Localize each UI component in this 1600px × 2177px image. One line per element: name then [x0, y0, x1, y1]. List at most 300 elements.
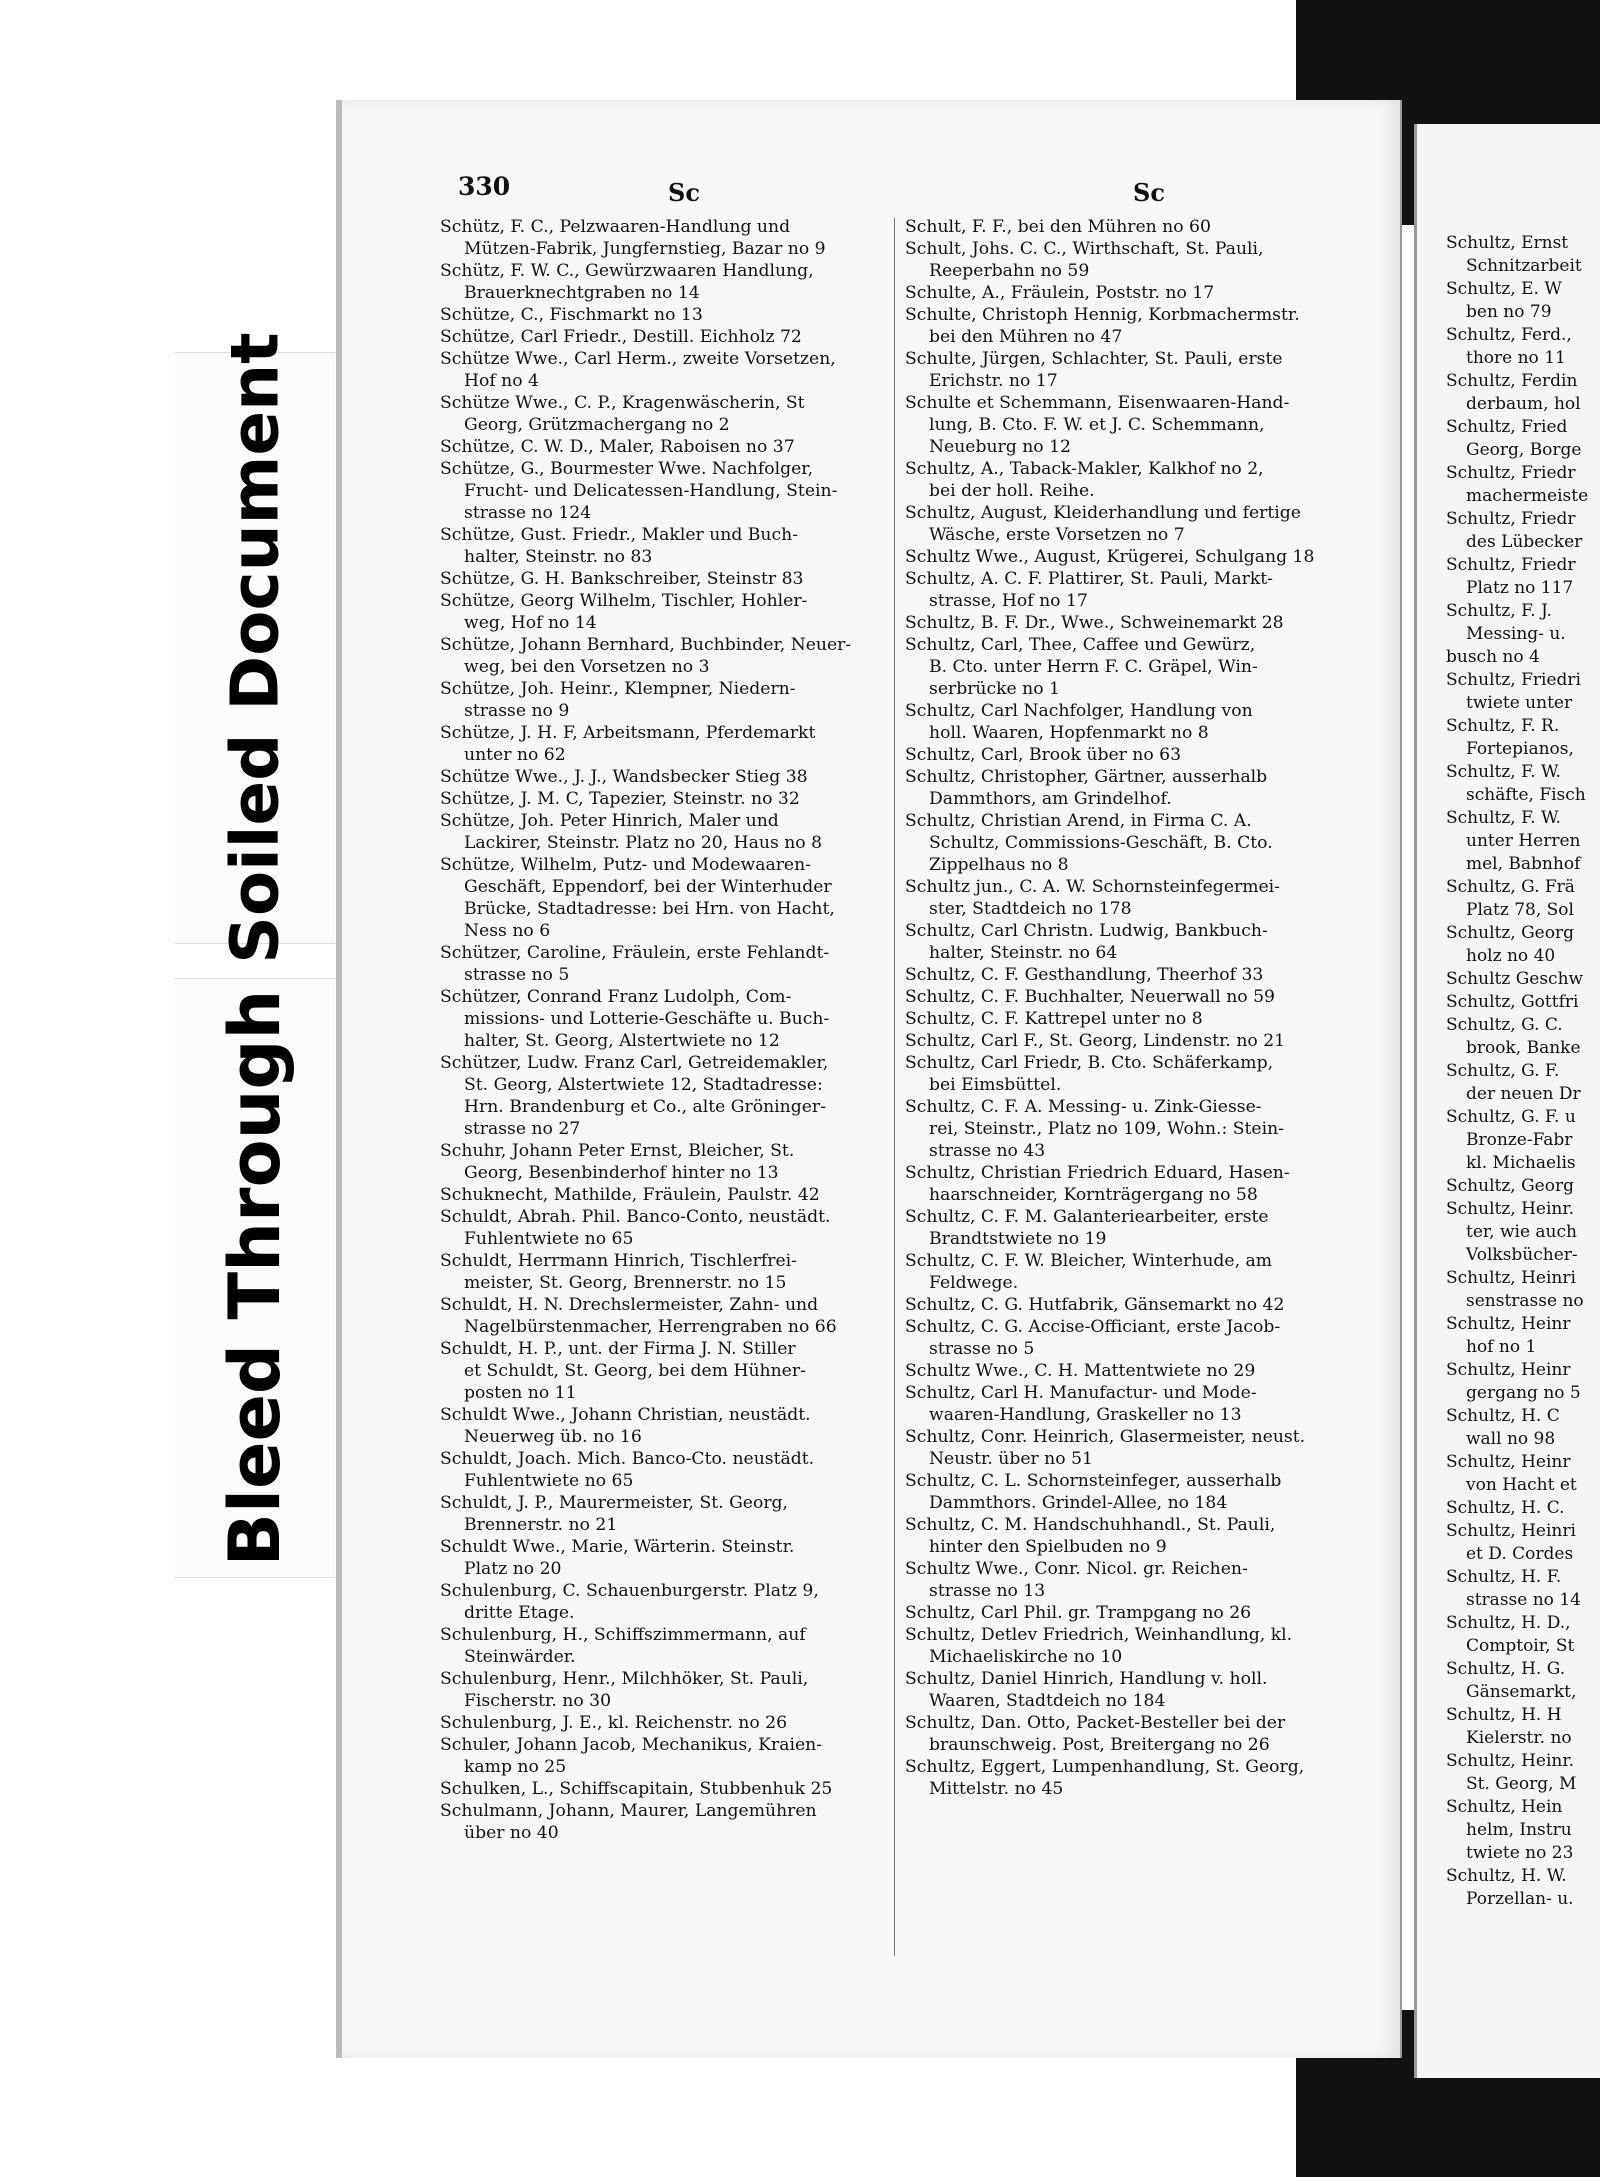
directory-entry [440, 1800, 908, 1844]
entry-continuation-line: Volksbücher- [1466, 1245, 1578, 1265]
directory-entry [905, 1030, 1369, 1052]
entry-continuation-line: rei, Steinstr., Platz no 109, Wohn.: Stein- [929, 1119, 1284, 1139]
directory-entry [1446, 669, 1600, 715]
directory-entry [440, 348, 908, 392]
entry-continuation-line: Neustr. über no 51 [929, 1449, 1093, 1469]
entry-continuation-line: Fuhlentwiete no 65 [464, 1471, 634, 1491]
running-head-left: Sc [668, 178, 700, 207]
entry-name-line: Schütze Wwe., C. P., Kragenwäscherin, St [440, 393, 805, 413]
directory-entry [440, 1448, 908, 1492]
directory-entry [440, 524, 908, 568]
entry-name-line: Schuldt, Abrah. Phil. Banco-Conto, neustädt. [440, 1207, 831, 1227]
entry-continuation-line: Ness no 6 [464, 921, 551, 941]
entry-name-line: Schultz, Georg [1446, 1176, 1574, 1196]
entry-name-line: Schultz, C. F. Gesthandlung, Theerhof 33 [905, 965, 1264, 985]
entry-name-line: Schulte, A., Fräulein, Poststr. no 17 [905, 283, 1215, 303]
directory-entry [905, 964, 1369, 986]
entry-name-line: Schütze, Georg Wilhelm, Tischler, Hohler- [440, 591, 808, 611]
entry-continuation-line: Fischerstr. no 30 [464, 1691, 612, 1711]
entry-name-line: Schultz, Heinr [1446, 1314, 1571, 1334]
entry-name-line: Schultz, H. F. [1446, 1567, 1562, 1587]
entry-name-line: Schultz, Carl F., St. Georg, Lindenstr. no 21 [905, 1031, 1286, 1051]
entry-name-line: Schulenburg, J. E., kl. Reichenstr. no 26 [440, 1713, 788, 1733]
entry-continuation-line: dritte Etage. [464, 1603, 575, 1623]
directory-entry [1446, 1520, 1600, 1566]
directory-entry [905, 568, 1369, 612]
entry-continuation-line: Zippelhaus no 8 [929, 855, 1069, 875]
directory-entry [1446, 922, 1600, 968]
entry-continuation-line: twiete no 23 [1466, 1843, 1574, 1863]
entry-continuation-line: Waaren, Stadtdeich no 184 [929, 1691, 1166, 1711]
entry-name-line: Schultz, Heinr. [1446, 1199, 1575, 1219]
directory-entry [905, 986, 1369, 1008]
entry-continuation-line: ster, Stadtdeich no 178 [929, 899, 1132, 919]
soiled-document-tab [175, 332, 335, 964]
entry-continuation-line: strasse no 13 [929, 1581, 1046, 1601]
directory-entry [440, 436, 908, 458]
entry-continuation-line: ter, wie auch [1466, 1222, 1577, 1242]
entry-continuation-line: Kielerstr. no [1466, 1728, 1572, 1748]
entry-name-line: Schützer, Caroline, Fräulein, erste Fehlandt- [440, 943, 830, 963]
entry-continuation-line: Schnitzarbeit [1466, 256, 1582, 276]
directory-entry [440, 1536, 908, 1580]
directory-entry [905, 546, 1369, 568]
entry-name-line: Schultz, C. F. Kattrepel unter no 8 [905, 1009, 1203, 1029]
directory-entry [440, 1404, 908, 1448]
entry-name-line: Schulte et Schemmann, Eisenwaaren-Hand- [905, 393, 1290, 413]
entry-continuation-line: Steinwärder. [464, 1647, 576, 1667]
directory-entry [440, 634, 908, 678]
entry-continuation-line: unter Herren [1466, 831, 1581, 851]
directory-column-1 [440, 216, 908, 1844]
directory-entry [440, 810, 908, 854]
entry-continuation-line: Brauerknechtgraben no 14 [464, 283, 700, 303]
entry-name-line: Schult, F. F., bei den Mühren no 60 [905, 217, 1211, 237]
entry-continuation-line: Erichstr. no 17 [929, 371, 1058, 391]
entry-continuation-line: bei der holl. Reihe. [929, 481, 1095, 501]
directory-entry [905, 216, 1369, 238]
entry-continuation-line: strasse no 5 [929, 1339, 1035, 1359]
entry-continuation-line: mel, Babnhof [1466, 854, 1581, 874]
entry-name-line: Schultz, Heinr [1446, 1360, 1571, 1380]
directory-entry [1446, 1566, 1600, 1612]
entry-name-line: Schultz, Carl Friedr, B. Cto. Schäferkamp, [905, 1053, 1274, 1073]
entry-name-line: Schultz, Carl Nachfolger, Handlung von [905, 701, 1253, 721]
entry-name-line: Schütze, Joh. Heinr., Klempner, Niedern- [440, 679, 796, 699]
entry-continuation-line: strasse no 14 [1466, 1590, 1581, 1610]
directory-entry [905, 348, 1369, 392]
soiled-document-label: Soiled Document [216, 332, 294, 964]
directory-entry [440, 590, 908, 634]
directory-entry [905, 1052, 1369, 1096]
entry-name-line: Schütze, C. W. D., Maler, Raboisen no 37 [440, 437, 795, 457]
directory-entry [1446, 1313, 1600, 1359]
bleed-through-tab [175, 978, 335, 1578]
directory-entry [440, 1580, 908, 1624]
directory-entry [905, 1360, 1369, 1382]
entry-continuation-line: Hrn. Brandenburg et Co., alte Gröninger- [464, 1097, 826, 1117]
page-number: 330 [458, 172, 511, 201]
entry-name-line: Schultz, Dan. Otto, Packet-Besteller bei der [905, 1713, 1286, 1733]
entry-name-line: Schuknecht, Mathilde, Fräulein, Paulstr. 42 [440, 1185, 820, 1205]
entry-name-line: Schultz, B. F. Dr., Wwe., Schweinemarkt 28 [905, 613, 1284, 633]
directory-entry [440, 986, 908, 1052]
directory-entry [905, 1624, 1369, 1668]
entry-name-line: Schultz, Friedr [1446, 555, 1576, 575]
directory-entry [905, 876, 1369, 920]
entry-continuation-line: strasse no 124 [464, 503, 592, 523]
entry-name-line: Schultz, Georg [1446, 923, 1574, 943]
directory-entry [905, 238, 1369, 282]
entry-continuation-line: Lackirer, Steinstr. Platz no 20, Haus no 8 [464, 833, 823, 853]
entry-name-line: Schultz, C. F. W. Bleicher, Winterhude, am [905, 1251, 1273, 1271]
entry-name-line: Schütze, G. H. Bankschreiber, Steinstr 83 [440, 569, 804, 589]
entry-name-line: Schultz, Carl, Thee, Caffee und Gewürz, [905, 635, 1256, 655]
entry-name-line: Schult, Johs. C. C., Wirthschaft, St. Pauli, [905, 239, 1264, 259]
entry-continuation-line: B. Cto. unter Herrn F. C. Gräpel, Win- [929, 657, 1258, 677]
entry-continuation-line: Comptoir, St [1466, 1636, 1575, 1656]
entry-name-line: Schultz, F. W. [1446, 762, 1561, 782]
directory-entry [1446, 1060, 1600, 1106]
directory-entry [1446, 278, 1600, 324]
directory-entry [905, 1382, 1369, 1426]
entry-name-line: Schultz, C. F. A. Messing- u. Zink-Giesse- [905, 1097, 1262, 1117]
entry-continuation-line: brook, Banke [1466, 1038, 1581, 1058]
entry-name-line: Schultz, Carl Phil. gr. Trampgang no 26 [905, 1603, 1252, 1623]
entry-continuation-line: Gänsemarkt, [1466, 1682, 1577, 1702]
entry-name-line: Schultz Wwe., C. H. Mattentwiete no 29 [905, 1361, 1256, 1381]
entry-name-line: Schultz, C. F. Buchhalter, Neuerwall no 59 [905, 987, 1275, 1007]
directory-entry [1446, 1704, 1600, 1750]
directory-entry [1446, 416, 1600, 462]
directory-entry [1446, 876, 1600, 922]
entry-continuation-line: Neueburg no 12 [929, 437, 1071, 457]
entry-name-line: Schultz, Conr. Heinrich, Glasermeister, neust. [905, 1427, 1306, 1447]
entry-name-line: Schulmann, Johann, Maurer, Langemühren [440, 1801, 817, 1821]
entry-continuation-line: Schultz, Commissions-Geschäft, B. Cto. [929, 833, 1273, 853]
entry-name-line: Schultz, Christian Arend, in Firma C. A. [905, 811, 1252, 831]
directory-entry [905, 612, 1369, 634]
directory-entry [1446, 1796, 1600, 1865]
entry-name-line: Schultz, A., Taback-Makler, Kalkhof no 2, [905, 459, 1264, 479]
entry-continuation-line: weg, bei den Vorsetzen no 3 [464, 657, 710, 677]
directory-entry [440, 1140, 908, 1184]
directory-entry [905, 1668, 1369, 1712]
entry-name-line: Schuldt, Herrmann Hinrich, Tischlerfrei- [440, 1251, 797, 1271]
directory-entry [905, 1712, 1369, 1756]
entry-name-line: Schultz, Hein [1446, 1797, 1563, 1817]
entry-name-line: Schultz, H. G. [1446, 1659, 1566, 1679]
directory-entry [1446, 324, 1600, 370]
entry-continuation-line: Fortepianos, [1466, 739, 1574, 759]
directory-entry [905, 1008, 1369, 1030]
directory-entry [1446, 1359, 1600, 1405]
directory-entry [905, 304, 1369, 348]
entry-continuation-line: Brandtstwiete no 19 [929, 1229, 1107, 1249]
entry-continuation-line: gergang no 5 [1466, 1383, 1581, 1403]
entry-continuation-line: Fuhlentwiete no 65 [464, 1229, 634, 1249]
entry-name-line: Schultz, Friedri [1446, 670, 1581, 690]
entry-name-line: Schultz, Carl H. Manufactur- und Mode- [905, 1383, 1257, 1403]
directory-entry [440, 1338, 908, 1404]
directory-entry [1446, 1865, 1600, 1911]
entry-continuation-line: Georg, Borge [1466, 440, 1582, 460]
entry-name-line: Schultz, G. F. [1446, 1061, 1560, 1081]
entry-name-line: Schultz, G. F. u [1446, 1107, 1576, 1127]
entry-name-line: Schulenburg, Henr., Milchhöker, St. Pauli, [440, 1669, 809, 1689]
directory-entry [440, 458, 908, 524]
entry-continuation-line: Georg, Besenbinderhof hinter no 13 [464, 1163, 779, 1183]
entry-continuation-line: Feldwege. [929, 1273, 1019, 1293]
entry-name-line: Schultz, H. C [1446, 1406, 1560, 1426]
entry-name-line: Schultz, Fried [1446, 417, 1568, 437]
entry-continuation-line: strasse no 43 [929, 1141, 1046, 1161]
directory-entry [440, 1712, 908, 1734]
directory-entry [440, 1734, 908, 1778]
entry-name-line: Schultz, H. C. [1446, 1498, 1565, 1518]
entry-continuation-line: der neuen Dr [1466, 1084, 1581, 1104]
entry-name-line: Schütze, Joh. Peter Hinrich, Maler und [440, 811, 779, 831]
entry-continuation-line: Brücke, Stadtadresse: bei Hrn. von Hacht, [464, 899, 835, 919]
directory-entry [440, 854, 908, 942]
entry-continuation-line: lung, B. Cto. F. W. et J. C. Schemmann, [929, 415, 1265, 435]
entry-name-line: Schultz jun., C. A. W. Schornsteinfegermei- [905, 877, 1280, 897]
entry-continuation-line: Nagelbürstenmacher, Herrengraben no 66 [464, 1317, 837, 1337]
entry-name-line: Schütze, C., Fischmarkt no 13 [440, 305, 703, 325]
entry-name-line: Schultz, H. D., [1446, 1613, 1571, 1633]
entry-continuation-line: über no 40 [464, 1823, 559, 1843]
bleed-through-label: Bleed Through [214, 989, 296, 1567]
directory-entry [1446, 462, 1600, 508]
entry-continuation-line: Hof no 4 [464, 371, 539, 391]
directory-entry [905, 700, 1369, 744]
entry-continuation-line: Neuerweg üb. no 16 [464, 1427, 642, 1447]
entry-name-line: Schütze, Carl Friedr., Destill. Eichholz 72 [440, 327, 802, 347]
entry-name-line: Schuldt, H. P., unt. der Firma J. N. Stiller [440, 1339, 796, 1359]
entry-name-line: Schultz, C. M. Handschuhhandl., St. Pauli, [905, 1515, 1276, 1535]
entry-name-line: Schulken, L., Schiffscapitain, Stubbenhuk 25 [440, 1779, 833, 1799]
directory-entry [905, 810, 1369, 876]
directory-entry [905, 1096, 1369, 1162]
directory-entry [440, 326, 908, 348]
entry-name-line: Schultz, August, Kleiderhandlung und fertige [905, 503, 1301, 523]
directory-entry [905, 1470, 1369, 1514]
entry-continuation-line: Wäsche, erste Vorsetzen no 7 [929, 525, 1185, 545]
directory-entry [440, 1294, 908, 1338]
directory-entry [440, 722, 908, 766]
column-divider [894, 218, 895, 1956]
directory-entry [440, 1184, 908, 1206]
entry-name-line: Schuldt Wwe., Marie, Wärterin. Steinstr. [440, 1537, 795, 1557]
directory-column-3 [1446, 232, 1600, 1911]
directory-entry [905, 502, 1369, 546]
entry-name-line: Schultz, G. Frä [1446, 877, 1575, 897]
directory-entry [1446, 807, 1600, 876]
directory-entry [1446, 1451, 1600, 1497]
directory-entry [440, 216, 908, 260]
entry-continuation-line: Mützen-Fabrik, Jungfernstieg, Bazar no 9 [464, 239, 826, 259]
entry-continuation-line: wall no 98 [1466, 1429, 1556, 1449]
directory-entry [1446, 1175, 1600, 1198]
directory-entry [1446, 991, 1600, 1014]
entry-name-line: Schütze, Wilhelm, Putz- und Modewaaren- [440, 855, 811, 875]
entry-continuation-line: helm, Instru [1466, 1820, 1572, 1840]
entry-continuation-line: Messing- u. [1466, 624, 1566, 644]
directory-entry [905, 1162, 1369, 1206]
entry-continuation-line: et D. Cordes [1466, 1544, 1574, 1564]
entry-continuation-line: serbrücke no 1 [929, 679, 1060, 699]
entry-continuation-line: des Lübecker [1466, 532, 1583, 552]
entry-name-line: Schultz, Carl, Brook über no 63 [905, 745, 1182, 765]
entry-name-line: Schultz, Heinri [1446, 1268, 1576, 1288]
directory-entry [905, 1250, 1369, 1294]
entry-name-line: Schultz, E. W [1446, 279, 1562, 299]
directory-entry [905, 1558, 1369, 1602]
entry-continuation-line: strasse no 27 [464, 1119, 581, 1139]
entry-name-line: Schütz, F. C., Pelzwaaren-Handlung und [440, 217, 791, 237]
directory-entry [440, 1206, 908, 1250]
entry-name-line: Schultz, C. F. M. Galanteriearbeiter, erste [905, 1207, 1269, 1227]
entry-continuation-line: derbaum, hol [1466, 394, 1581, 414]
directory-entry [1446, 1267, 1600, 1313]
directory-entry [440, 1250, 908, 1294]
entry-name-line: Schultz Wwe., August, Krügerei, Schulgang 18 [905, 547, 1315, 567]
directory-entry [905, 282, 1369, 304]
entry-name-line: Schultz, Friedr [1446, 463, 1576, 483]
entry-name-line: Schultz, Daniel Hinrich, Handlung v. holl. [905, 1669, 1268, 1689]
directory-entry [905, 634, 1369, 700]
entry-continuation-line: et Schuldt, St. Georg, bei dem Hühner- [464, 1361, 806, 1381]
entry-name-line: Schultz, Carl Christn. Ludwig, Bankbuch- [905, 921, 1268, 941]
entry-name-line: Schultz, F. J. [1446, 601, 1552, 621]
directory-entry [905, 458, 1369, 502]
entry-continuation-line: Georg, Grützmachergang no 2 [464, 415, 730, 435]
entry-continuation-line: Platz 78, Sol [1466, 900, 1574, 920]
entry-continuation-line: Dammthors. Grindel-Allee, no 184 [929, 1493, 1228, 1513]
directory-entry [1446, 600, 1600, 646]
directory-entry [440, 304, 908, 326]
directory-entry [1446, 232, 1600, 278]
directory-entry [1446, 1106, 1600, 1175]
directory-entry [905, 1316, 1369, 1360]
entry-name-line: Schütze, J. H. F, Arbeitsmann, Pferdemarkt [440, 723, 816, 743]
entry-continuation-line: halter, St. Georg, Alstertwiete no 12 [464, 1031, 780, 1051]
entry-name-line: Schultz, Detlev Friedrich, Weinhandlung, kl. [905, 1625, 1293, 1645]
entry-name-line: Schultz, Heinr [1446, 1452, 1571, 1472]
entry-name-line: Schütze, Gust. Friedr., Makler und Buch- [440, 525, 798, 545]
directory-entry [1446, 761, 1600, 807]
entry-continuation-line: Mittelstr. no 45 [929, 1779, 1064, 1799]
directory-entry [1446, 646, 1600, 669]
running-head-right: Sc [1133, 178, 1165, 207]
entry-continuation-line: haarschneider, Kornträgergang no 58 [929, 1185, 1258, 1205]
entry-name-line: Schultz, C. G. Hutfabrik, Gänsemarkt no 42 [905, 1295, 1285, 1315]
entry-name-line: Schultz, H. H [1446, 1705, 1562, 1725]
entry-name-line: Schulenburg, C. Schauenburgerstr. Platz 9, [440, 1581, 819, 1601]
entry-name-line: Schultz, Eggert, Lumpenhandlung, St. Georg, [905, 1757, 1305, 1777]
entry-name-line: Schuldt, H. N. Drechslermeister, Zahn- und [440, 1295, 819, 1315]
entry-name-line: Schultz, Heinri [1446, 1521, 1576, 1541]
entry-continuation-line: weg, Hof no 14 [464, 613, 597, 633]
directory-entry [440, 1778, 908, 1800]
directory-entry [440, 1624, 908, 1668]
entry-name-line: Schützer, Ludw. Franz Carl, Getreidemakler, [440, 1053, 829, 1073]
entry-continuation-line: Bronze-Fabr [1466, 1130, 1573, 1150]
entry-name-line: Schultz, Ferdin [1446, 371, 1578, 391]
entry-continuation-line: kamp no 25 [464, 1757, 567, 1777]
entry-continuation-line: senstrasse no [1466, 1291, 1584, 1311]
entry-name-line: Schützer, Conrand Franz Ludolph, Com- [440, 987, 792, 1007]
entry-continuation-line: Dammthors, am Grindelhof. [929, 789, 1172, 809]
directory-entry [905, 920, 1369, 964]
directory-entry [440, 678, 908, 722]
directory-entry [905, 744, 1369, 766]
entry-name-line: Schulte, Jürgen, Schlachter, St. Pauli, erste [905, 349, 1283, 369]
entry-name-line: Schultz, Gottfri [1446, 992, 1579, 1012]
directory-entry [440, 1668, 908, 1712]
entry-name-line: Schulenburg, H., Schiffszimmermann, auf [440, 1625, 806, 1645]
directory-entry [440, 1052, 908, 1140]
entry-name-line: Schütze, Johann Bernhard, Buchbinder, Neuer- [440, 635, 852, 655]
entry-continuation-line: strasse, Hof no 17 [929, 591, 1088, 611]
entry-continuation-line: machermeiste [1466, 486, 1589, 506]
entry-continuation-line: twiete unter [1466, 693, 1573, 713]
entry-continuation-line: holl. Waaren, Hopfenmarkt no 8 [929, 723, 1209, 743]
directory-entry [1446, 1405, 1600, 1451]
entry-continuation-line: thore no 11 [1466, 348, 1566, 368]
directory-entry [1446, 968, 1600, 991]
directory-entry [905, 1426, 1369, 1470]
directory-column-2 [905, 216, 1369, 1800]
directory-entry [1446, 370, 1600, 416]
entry-continuation-line: posten no 11 [464, 1383, 577, 1403]
entry-continuation-line: unter no 62 [464, 745, 566, 765]
directory-entry [905, 766, 1369, 810]
entry-name-line: busch no 4 [1446, 647, 1540, 667]
entry-continuation-line: schäfte, Fisch [1466, 785, 1586, 805]
directory-entry [905, 1514, 1369, 1558]
directory-entry [440, 392, 908, 436]
entry-name-line: Schulte, Christoph Hennig, Korbmachermstr. [905, 305, 1300, 325]
entry-continuation-line: bei Eimsbüttel. [929, 1075, 1062, 1095]
entry-name-line: Schultz, G. C. [1446, 1015, 1563, 1035]
directory-entry [440, 766, 908, 788]
entry-name-line: Schuldt, J. P., Maurermeister, St. Georg, [440, 1493, 789, 1513]
entry-continuation-line: Platz no 117 [1466, 578, 1574, 598]
entry-name-line: Schultz, F. W. [1446, 808, 1561, 828]
entry-name-line: Schultz Geschw [1446, 969, 1584, 989]
directory-entry [1446, 508, 1600, 554]
entry-continuation-line: Porzellan- u. [1466, 1889, 1574, 1909]
entry-continuation-line: meister, St. Georg, Brennerstr. no 15 [464, 1273, 787, 1293]
directory-entry [440, 1492, 908, 1536]
entry-name-line: Schultz, Christian Friedrich Eduard, Hasen- [905, 1163, 1290, 1183]
directory-entry [1446, 554, 1600, 600]
directory-entry [905, 1756, 1369, 1800]
entry-continuation-line: Geschäft, Eppendorf, bei der Winterhuder [464, 877, 832, 897]
entry-continuation-line: ben no 79 [1466, 302, 1552, 322]
entry-continuation-line: bei den Mühren no 47 [929, 327, 1123, 347]
entry-continuation-line: Brennerstr. no 21 [464, 1515, 618, 1535]
entry-name-line: Schultz Wwe., Conr. Nicol. gr. Reichen- [905, 1559, 1248, 1579]
directory-entry [905, 1602, 1369, 1624]
entry-name-line: Schultz, Heinr. [1446, 1751, 1575, 1771]
entry-continuation-line: Michaeliskirche no 10 [929, 1647, 1123, 1667]
entry-name-line: Schultz, A. C. F. Plattirer, St. Pauli, Markt- [905, 569, 1273, 589]
directory-entry [1446, 715, 1600, 761]
directory-entry [1446, 1497, 1600, 1520]
entry-name-line: Schütz, F. W. C., Gewürzwaaren Handlung, [440, 261, 814, 281]
